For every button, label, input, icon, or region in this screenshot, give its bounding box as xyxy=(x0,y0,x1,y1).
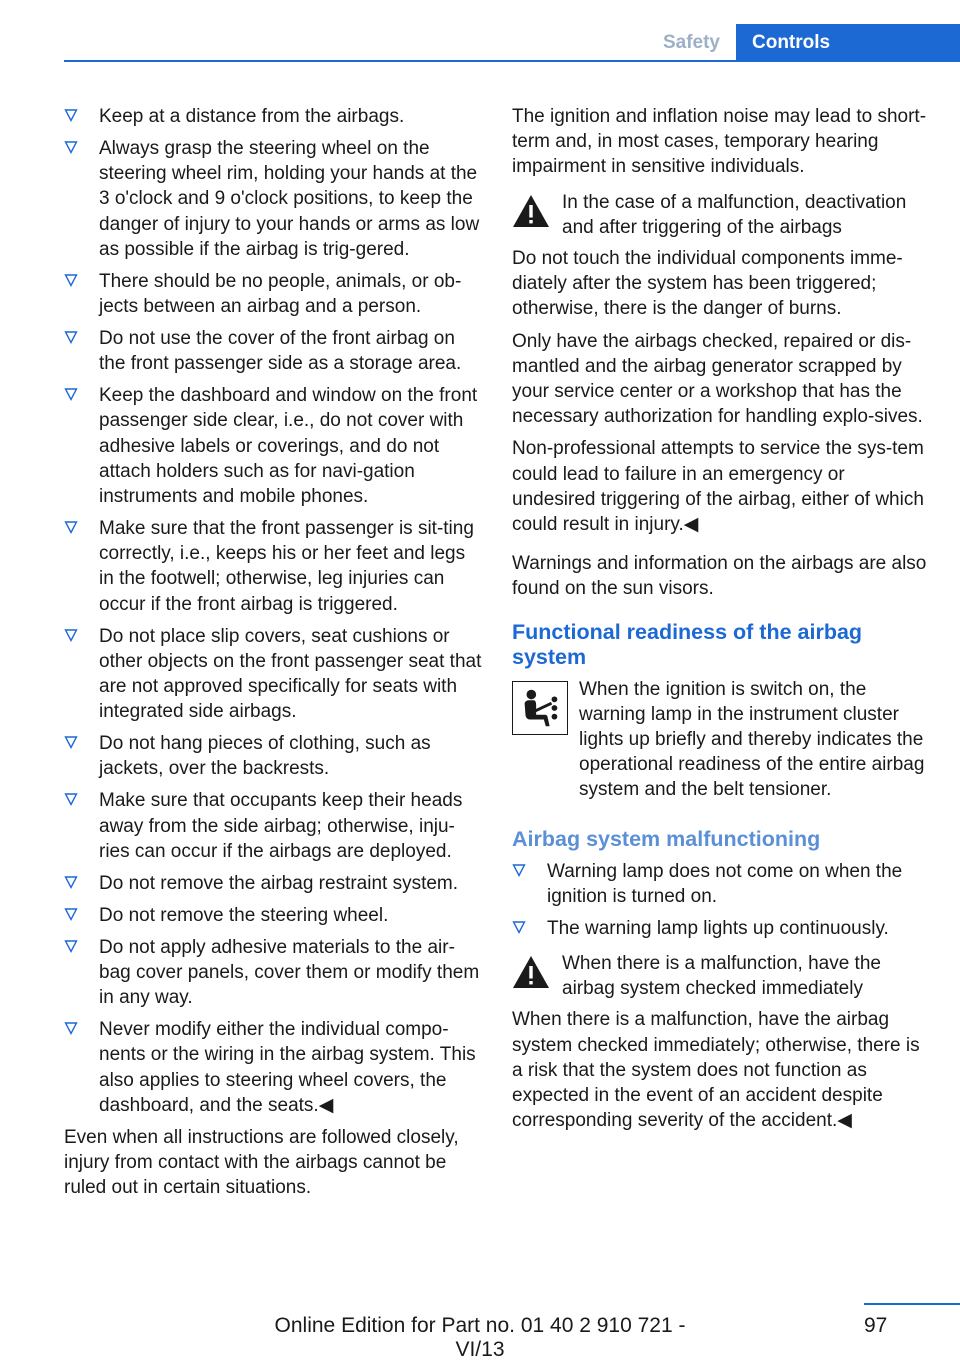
malfunction-list xyxy=(512,859,928,941)
triangle-bullet-icon xyxy=(64,735,78,749)
triangle-bullet-icon xyxy=(64,387,78,401)
list-item-text: Warning lamp does not come on when the ignition is turned on. xyxy=(547,860,903,907)
triangle-bullet-icon xyxy=(64,108,78,122)
list-item xyxy=(64,136,482,262)
list-item-text: Do not place slip covers, seat cushions or other objects on the front passenger seat that are not approved specifically for seats with integrated side airbags. xyxy=(99,625,482,723)
footer-divider xyxy=(864,1303,960,1305)
list-item-text: Do not remove the airbag restraint system. xyxy=(99,872,459,894)
triangle-bullet-icon xyxy=(64,939,78,953)
list-item-text: Do not apply adhesive materials to the air‐bag cover panels, cover them or modify them in any way. xyxy=(99,936,480,1009)
closing-paragraph: Even when all instructions are followed closely, injury from contact with the airbags cannot be ruled out in certain situations. xyxy=(64,1126,459,1199)
subsection-heading: Airbag system malfunctioning xyxy=(512,826,821,851)
list-item xyxy=(64,624,482,725)
list-item-text: Make sure that the front passenger is sit‐ting correctly, i.e., keeps his or her feet and legs in the footwell; otherwise, leg injuries can occur if the front airbag is triggered. xyxy=(99,518,474,615)
airbag-warning-lamp-icon xyxy=(512,681,568,735)
section-heading: Functional readiness of the airbag system xyxy=(512,619,863,669)
list-item xyxy=(64,326,482,376)
list-item-text: The warning lamp lights up continuously. xyxy=(547,917,889,939)
list-item xyxy=(512,859,928,909)
triangle-bullet-icon xyxy=(64,875,78,889)
triangle-bullet-icon xyxy=(64,520,78,534)
list-item xyxy=(64,1017,482,1118)
list-item xyxy=(64,516,482,617)
warning-triangle-icon xyxy=(512,955,550,989)
intro-paragraph: The ignition and inflation noise may lead to short-term and, in most cases, temporary hearing impairment in sensitive individuals. xyxy=(512,106,927,178)
left-column xyxy=(64,104,482,1207)
list-item-text: There should be no people, animals, or ob‐jects between an airbag and a person. xyxy=(99,270,462,318)
triangle-bullet-icon xyxy=(64,273,78,287)
warning-paragraph: Do not touch the individual components imme‐diately after the system has been triggered; otherwise, there is the danger of burns. xyxy=(512,248,903,320)
tab-safety[interactable]: Safety xyxy=(662,32,720,53)
list-item-text: Do not use the cover of the front airbag on the front passenger side as a storage area. xyxy=(99,328,462,375)
triangle-bullet-icon xyxy=(64,140,78,154)
triangle-bullet-icon xyxy=(64,907,78,921)
list-item xyxy=(64,104,482,129)
triangle-bullet-icon xyxy=(512,920,526,934)
warning-paragraph: Only have the airbags checked, repaired or dis‐mantled and the airbag generator scrapped by your service center or a workshop that has the necessary authorization for handling explo‐sives. xyxy=(512,330,923,428)
airbag-precautions-list xyxy=(64,104,482,1118)
readiness-text: When the ignition is switch on, the warning lamp in the instrument cluster lights up briefly and thereby indicates the operational readiness of the entire airbag system and the belt tensioner. xyxy=(579,678,925,801)
list-item xyxy=(64,269,482,319)
warning-malfunction-deactivation xyxy=(512,190,928,240)
triangle-bullet-icon xyxy=(64,792,78,806)
list-item xyxy=(64,935,482,1011)
info-paragraph: Warnings and information on the airbags are also found on the sun visors. xyxy=(512,553,927,600)
warning-title: In the case of a malfunction, deactivation and after triggering of the airbags xyxy=(562,191,907,238)
tab-controls[interactable]: Controls xyxy=(736,24,960,62)
list-item xyxy=(64,903,482,928)
warning-triangle-icon xyxy=(512,194,550,228)
list-item-text: Make sure that occupants keep their heads away from the side airbag; otherwise, inju‐ries can occur if the airbags are deployed. xyxy=(99,790,463,862)
list-item-text: Keep at a distance from the airbags. xyxy=(99,106,405,127)
list-item xyxy=(64,788,482,864)
right-column xyxy=(512,104,928,1141)
edition-note: Online Edition for Part no. 01 40 2 910 721 - VI/13 xyxy=(274,1314,686,1361)
list-item xyxy=(512,916,928,941)
list-item-text: Never modify either the individual compo‐nents or the wiring in the airbag system. This also applies to steering wheel covers, the dashboard, and the seats.◀ xyxy=(99,1019,476,1116)
list-item-text: Always grasp the steering wheel on the steering wheel rim, holding your hands at the 3 o'clock and 9 o'clock positions, to keep the danger of injury to your hands or arms as low as possible if the airbag is trig‐gered. xyxy=(99,138,480,260)
triangle-bullet-icon xyxy=(64,628,78,642)
list-item-text: Do not remove the steering wheel. xyxy=(99,904,389,926)
readiness-block xyxy=(512,677,928,803)
triangle-bullet-icon xyxy=(64,1021,78,1035)
warning-paragraph: Non-professional attempts to service the sys‐tem could lead to failure in an emergency or undesired triggering of the airbag, either of which could result in injury.◀ xyxy=(512,438,924,536)
warning-malfunction-check xyxy=(512,951,928,1001)
list-item xyxy=(64,871,482,896)
triangle-bullet-icon xyxy=(512,863,526,877)
list-item xyxy=(64,383,482,509)
warning-title: When there is a malfunction, have the airbag system checked immediately xyxy=(562,953,881,1000)
list-item-text: Do not hang pieces of clothing, such as jackets, over the backrests. xyxy=(99,733,431,780)
header-divider xyxy=(64,60,960,62)
triangle-bullet-icon xyxy=(64,330,78,344)
list-item-text: Keep the dashboard and window on the front passenger side clear, i.e., do not cover with adhesive labels or coverings, and do not attach holders such as for navi‐gation instruments and mobile phones. xyxy=(99,385,478,508)
page-number: 97 xyxy=(864,1314,888,1337)
list-item xyxy=(64,731,482,781)
warning-paragraph: When there is a malfunction, have the airbag system checked immediately; otherwise, there is a risk that the system does not function as expected in the event of an accident despite corresponding severity of the accident.◀ xyxy=(512,1009,920,1132)
